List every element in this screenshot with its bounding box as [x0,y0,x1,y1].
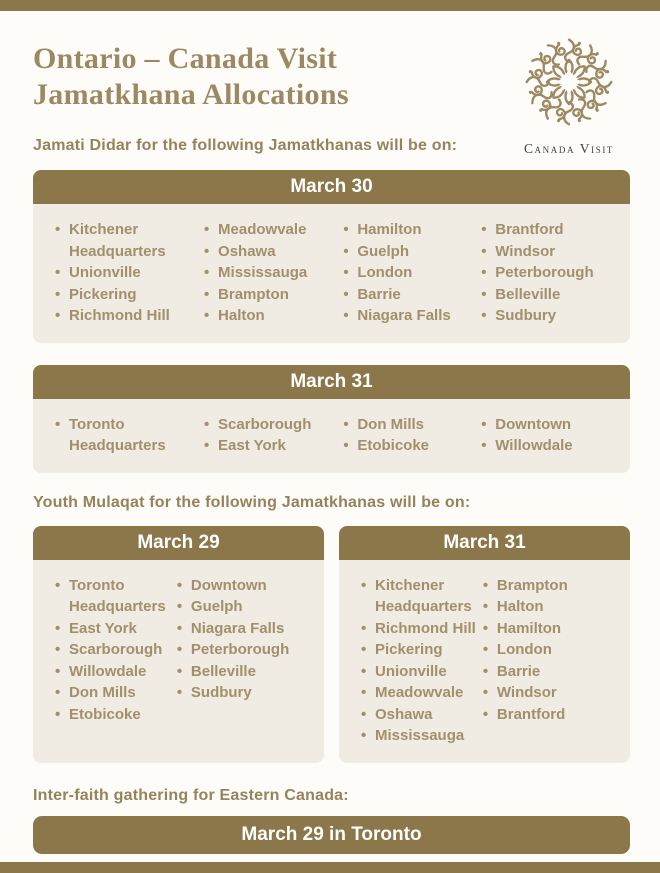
youth-mulaqat-march-31-body [339,560,630,763]
jamatkhana-item: • Windsor [480,241,614,263]
jamatkhana-item: • Meadowvale [203,219,342,241]
inter-faith-heading: Inter-faith gathering for Eastern Canada: [33,786,349,804]
jamatkhana-item: • Belleville [176,661,308,683]
jamatkhana-item: • Belleville [480,284,614,306]
bottom-border-bar [0,862,660,873]
jamatkhana-list [360,575,482,747]
jamatkhana-item: • Scarborough [203,414,342,436]
jamatkhana-list [480,219,614,327]
jamatkhana-list [54,575,176,747]
jamatkhana-item: • Kitchener Headquarters [54,219,203,262]
jamatkhana-item: • Niagara Falls [342,305,480,327]
jamatkhana-item: • Don Mills [342,414,480,436]
header [33,35,630,157]
date-banner-march-30: March 30 [33,170,630,204]
jamatkhana-item: • Pickering [360,639,482,661]
jamatkhana-item: • Unionville [360,661,482,683]
jamatkhana-item: • Downtown [480,414,614,436]
jamatkhana-item: • Richmond Hill [54,305,203,327]
inter-faith-date-banner: March 29 in Toronto [33,816,630,854]
arabesque-rosette-icon [522,35,616,129]
jamatkhana-item: • Willowdale [54,661,176,683]
flyer-content [0,11,660,854]
jamatkhana-item: • Barrie [342,284,480,306]
jamatkhana-item: • Brampton [482,575,614,597]
youth-mulaqat-march-29-panel [33,526,324,763]
header-left [33,35,508,155]
jamatkhana-item: • Scarborough [54,639,176,661]
jamati-didar-march-30-body [33,204,630,343]
jamatkhana-item: • Sudbury [480,305,614,327]
date-banner-march-31-youth: March 31 [339,526,630,560]
page-title-line-2: Jamatkhana Allocations [33,78,349,111]
canada-visit-logo [508,35,630,157]
jamati-didar-march-31-body [33,399,630,473]
logo-star-center [555,68,582,95]
jamatkhana-item: • Toronto Headquarters [54,414,203,457]
youth-mulaqat-march-31-panel [339,526,630,763]
jamati-didar-march-30-panel [33,170,630,343]
jamatkhana-item: • Mississauga [360,725,482,747]
jamatkhana-item: • Sudbury [176,682,308,704]
jamatkhana-item: • Etobicoke [54,704,176,726]
jamatkhana-list [482,575,614,747]
jamatkhana-item: • Mississauga [203,262,342,284]
jamatkhana-list [480,414,614,457]
jamatkhana-item: • Brampton [203,284,342,306]
jamatkhana-item: • Niagara Falls [176,618,308,640]
youth-mulaqat-heading: Youth Mulaqat for the following Jamatkhanas will be on: [33,493,471,511]
jamatkhana-item: • Hamilton [482,618,614,640]
jamatkhana-item: • London [482,639,614,661]
jamati-didar-march-31-panel [33,365,630,473]
jamatkhana-item: • Windsor [482,682,614,704]
jamatkhana-item: • London [342,262,480,284]
jamatkhana-list [342,414,480,457]
date-banner-march-29: March 29 [33,526,324,560]
jamatkhana-item: • Etobicoke [342,435,480,457]
top-border-bar [0,0,660,11]
jamatkhana-list [203,414,342,457]
jamatkhana-item: • East York [203,435,342,457]
jamatkhana-item: • Guelph [176,596,308,618]
jamatkhana-item: • Richmond Hill [360,618,482,640]
jamatkhana-item: • Toronto Headquarters [54,575,176,618]
jamatkhana-item: • Halton [203,305,342,327]
page-title [33,41,508,113]
jamatkhana-item: • Meadowvale [360,682,482,704]
jamatkhana-item: • Pickering [54,284,203,306]
jamatkhana-item: • Don Mills [54,682,176,704]
jamatkhana-item: • Unionville [54,262,203,284]
jamatkhana-item: • Willowdale [480,435,614,457]
jamatkhana-list [203,219,342,327]
jamatkhana-item: • Hamilton [342,219,480,241]
jamatkhana-list [342,219,480,327]
jamatkhana-item: • Halton [482,596,614,618]
jamatkhana-list [54,219,203,327]
jamatkhana-item: • Barrie [482,661,614,683]
jamatkhana-item: • Kitchener Headquarters [360,575,482,618]
logo-caption: Canada Visit [523,141,615,156]
jamatkhana-item: • Brantford [482,704,614,726]
page-title-line-1: Ontario – Canada Visit [33,42,338,75]
jamatkhana-list [176,575,308,747]
date-banner-march-31: March 31 [33,365,630,399]
jamatkhana-item: • Guelph [342,241,480,263]
jamatkhana-item: • Downtown [176,575,308,597]
jamatkhana-list [54,414,203,457]
youth-mulaqat-march-29-body [33,560,324,763]
jamatkhana-item: • Peterborough [480,262,614,284]
jamatkhana-item: • Oshawa [360,704,482,726]
jamati-didar-heading: Jamati Didar for the following Jamatkhanas will be on: [33,137,458,154]
jamatkhana-item: • East York [54,618,176,640]
jamatkhana-item: • Peterborough [176,639,308,661]
jamatkhana-item: • Oshawa [203,241,342,263]
jamatkhana-item: • Brantford [480,219,614,241]
youth-mulaqat-panels [33,526,630,763]
